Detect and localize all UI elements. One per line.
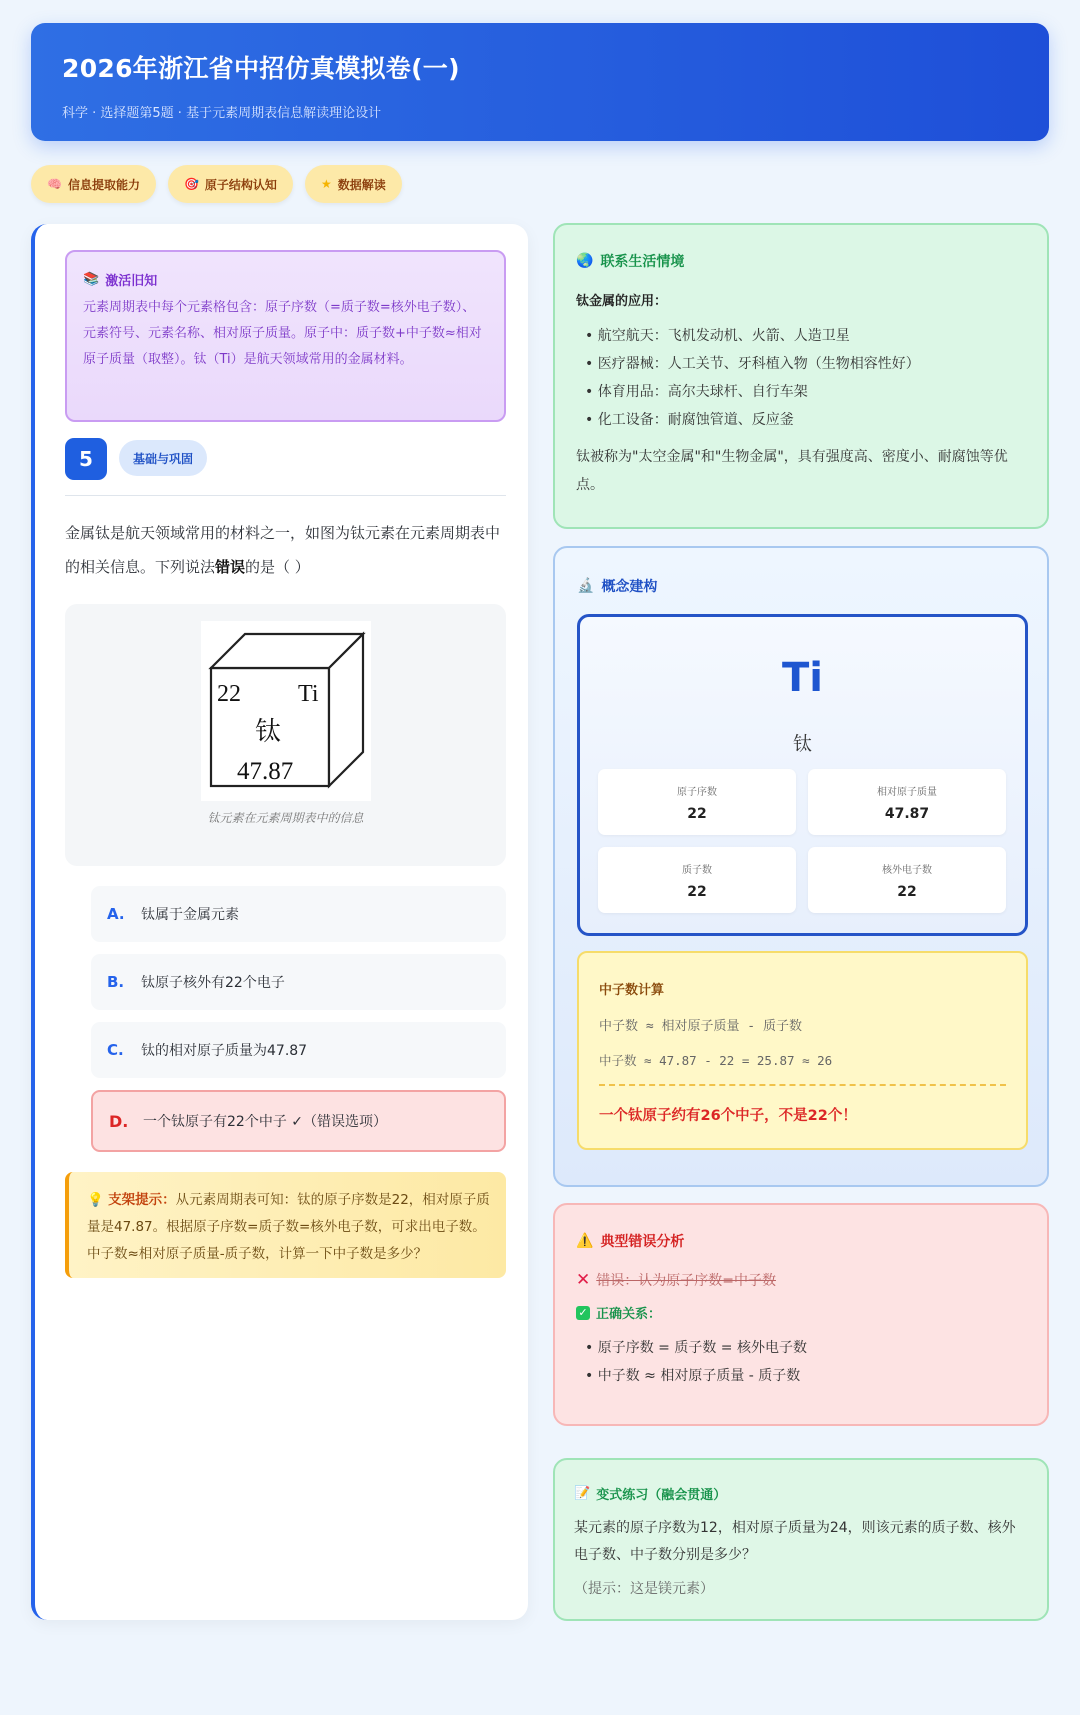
correct-label: 正确关系：: [596, 1307, 662, 1322]
cell-atomic-mass: [808, 769, 1006, 835]
wrong-text: 错误：认为原子序数=中子数: [596, 1273, 776, 1289]
option-a[interactable]: [91, 886, 506, 942]
wrong-belief: [576, 1270, 1026, 1290]
recall-heading: [83, 270, 488, 289]
application-list: [576, 322, 1026, 434]
error-title: 典型错误分析: [600, 1234, 685, 1250]
relation-list: [576, 1334, 1026, 1390]
concept-card: [553, 546, 1049, 1187]
calc-formula: 中子数 ≈ 相对原子质量 - 质子数: [599, 1019, 802, 1034]
globe-icon: 🌏: [576, 253, 594, 269]
life-heading: [576, 251, 1026, 271]
periodic-cell-figure: [201, 621, 371, 801]
stem-emphasis: 错误: [215, 558, 246, 576]
recall-title: 激活旧知: [105, 274, 158, 289]
list-item: • 航空航天：飞机发动机、火箭、人造卫星: [585, 328, 850, 344]
hint-text: 从元素周期表可知：钛的原子序数是22，相对原子质量是47.87。根据原子序数=质子数=核外电子数，可求出电子数。中子数≈相对原子质量-质子数，计算一下中子数是多少？: [87, 1192, 490, 1262]
hint-label: 支架提示：: [108, 1192, 176, 1208]
element-name: 钛: [792, 733, 812, 755]
element-symbol: Ti: [782, 655, 823, 701]
calc-divider: [599, 1084, 1006, 1086]
stem-text: 金属钛是航天领域常用的材料之一，如图为钛元素在元素周期表中的相关信息。下列说法: [65, 524, 501, 576]
page-title: 2026年浙江省中招仿真模拟卷(一): [62, 54, 460, 83]
option-text: 钛的相对原子质量为47.87: [141, 1043, 308, 1059]
figure-caption: 钛元素在元素周期表中的信息: [207, 811, 364, 825]
question-panel: [31, 224, 528, 1620]
option-d[interactable]: [91, 1090, 506, 1152]
life-summary: 钛被称为"太空金属"和"生物金属"，具有强度高、密度小、耐腐蚀等优点。: [576, 449, 1008, 493]
tag-info-extraction: [31, 165, 156, 203]
target-icon: 🎯: [183, 177, 199, 191]
check-icon: ✓: [576, 1306, 590, 1320]
cell-value: 47.87: [884, 806, 930, 822]
cell-protons: [598, 847, 796, 913]
correct-relation: [576, 1303, 1026, 1322]
fig-name: 钛: [255, 717, 282, 747]
tag-label: 数据解读: [337, 177, 386, 192]
practice-title: 变式练习（融会贯通）: [596, 1488, 727, 1503]
level-badge: 基础与巩固: [119, 440, 207, 476]
cross-icon: ✕: [576, 1270, 591, 1290]
page-header: [31, 23, 1049, 141]
list-item: • 原子序数 = 质子数 = 核外电子数: [585, 1340, 807, 1356]
practice-hint: （提示：这是镁元素）: [574, 1581, 714, 1597]
concept-heading: [577, 576, 657, 596]
option-letter: C.: [107, 1041, 124, 1059]
list-item: • 中子数 ≈ 相对原子质量 - 质子数: [585, 1368, 801, 1384]
cell-value: 22: [687, 806, 707, 822]
practice-heading: [574, 1484, 1028, 1503]
cell-electrons: [808, 847, 1006, 913]
question-number: 5: [65, 438, 107, 480]
question-stem: [65, 516, 506, 584]
cell-value: 22: [897, 884, 917, 900]
memo-icon: 📝: [574, 1486, 591, 1501]
tag-label: 原子结构认知: [204, 177, 277, 192]
option-letter: A.: [107, 905, 125, 923]
recall-box: [65, 250, 506, 422]
cell-label: 相对原子质量: [877, 787, 937, 798]
list-item: • 医疗器械：人工关节、牙科植入物（生物相容性好）: [585, 356, 920, 372]
figure-box: [65, 604, 506, 866]
stem-tail: 的是（ ）: [245, 558, 310, 576]
option-letter: B.: [107, 973, 125, 991]
scaffold-hint: [65, 1172, 506, 1278]
tag-atomic-structure: [168, 165, 293, 203]
option-text: 钛属于金属元素: [141, 907, 239, 923]
element-card: [577, 614, 1028, 936]
fig-mass: 47.87: [237, 758, 294, 785]
cell-label: 核外电子数: [882, 865, 932, 876]
star-icon: ★: [320, 177, 332, 191]
life-subhead: 钛金属的应用：: [576, 294, 668, 309]
skill-tags: [31, 165, 402, 203]
option-text: 一个钛原子有22个中子 ✓（错误选项）: [143, 1114, 387, 1130]
brain-icon: 🧠: [47, 177, 62, 191]
option-text: 钛原子核外有22个电子: [141, 975, 285, 991]
error-analysis-card: [553, 1203, 1049, 1426]
list-item: • 化工设备：耐腐蚀管道、反应釜: [585, 412, 794, 428]
cell-atomic-number: [598, 769, 796, 835]
fig-symbol: Ti: [298, 681, 319, 707]
warning-icon: ⚠️: [576, 1233, 594, 1249]
calc-substitution: 中子数 ≈ 47.87 - 22 = 25.87 ≈ 26: [599, 1053, 833, 1068]
life-context-card: [553, 223, 1049, 529]
cell-value: 22: [687, 884, 707, 900]
option-b[interactable]: [91, 954, 506, 1010]
recall-body: 元素周期表中每个元素格包含：原子序数（=质子数=核外电子数）、元素符号、元素名称、相对原子质量。原子中：质子数+中子数≈相对原子质量（取整）。钛（Ti）是航天领域常用的金属材料。: [83, 300, 482, 367]
option-c[interactable]: [91, 1022, 506, 1078]
books-icon: 📚: [83, 272, 100, 287]
tag-label: 信息提取能力: [67, 177, 140, 192]
neutron-calc-box: [577, 951, 1028, 1150]
list-item: • 体育用品：高尔夫球杆、自行车架: [585, 384, 808, 400]
microscope-icon: 🔬: [577, 578, 595, 594]
tag-data-reading: [305, 165, 402, 203]
bulb-icon: 💡: [87, 1192, 104, 1208]
error-heading: [576, 1231, 1026, 1251]
fig-number: 22: [217, 681, 241, 707]
practice-card: [553, 1458, 1049, 1621]
cell-label: 质子数: [682, 865, 712, 876]
concept-title: 概念建构: [601, 579, 658, 595]
page-subtitle: 科学 · 选择题第5题 · 基于元素周期表信息解读理论设计: [62, 106, 382, 121]
calc-conclusion: 一个钛原子约有26个中子，不是22个！: [599, 1108, 857, 1124]
calc-title: 中子数计算: [599, 983, 665, 998]
option-letter: D.: [109, 1111, 129, 1131]
divider: [65, 495, 506, 496]
life-title: 联系生活情境: [600, 254, 685, 270]
practice-body: 某元素的原子序数为12，相对原子质量为24，则该元素的质子数、核外电子数、中子数分别是多少？: [574, 1520, 1016, 1563]
cell-label: 原子序数: [677, 787, 717, 798]
